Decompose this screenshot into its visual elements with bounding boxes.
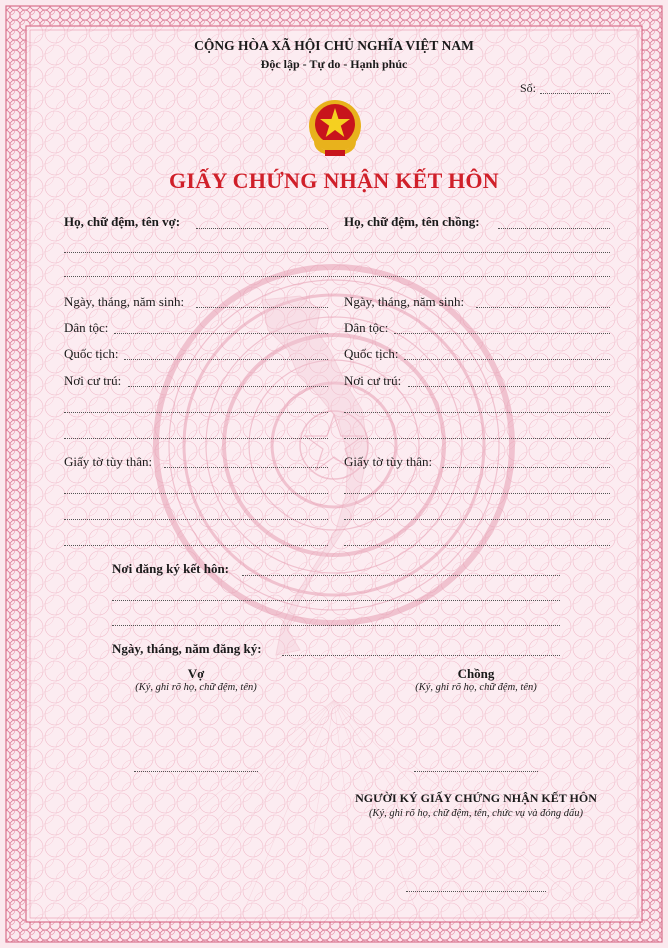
husband-name-label: Họ, chữ đệm, tên chồng:	[344, 214, 480, 229]
husband-dob-label: Ngày, tháng, năm sinh:	[344, 294, 465, 309]
wife-residence-label: Nơi cư trú:	[64, 373, 122, 388]
country-name: CỘNG HÒA XÃ HỘI CHỦ NGHĨA VIỆT NAM	[194, 38, 474, 53]
wife-signature-note: (Ký, ghi rõ họ, chữ đệm, tên)	[135, 682, 257, 693]
husband-id-label: Giấy tờ tùy thân:	[344, 454, 433, 469]
official-signature-field[interactable]	[406, 891, 546, 892]
wife-id-line-3[interactable]	[64, 519, 328, 520]
husband-nationality-label: Quốc tịch:	[344, 346, 399, 361]
official-signer-note: (Ký, ghi rõ họ, chữ đệm, tên, chức vụ và đóng dấu)	[368, 808, 584, 819]
husband-nationality-field[interactable]	[404, 359, 610, 360]
wife-id-line-4[interactable]	[64, 545, 328, 546]
husband-residence-label: Nơi cư trú:	[344, 373, 402, 388]
wife-residence-field[interactable]	[128, 386, 328, 387]
husband-id-field[interactable]	[442, 467, 610, 468]
registration-place-label: Nơi đăng ký kết hôn:	[112, 561, 230, 576]
wife-name-label: Họ, chữ đệm, tên vợ:	[64, 214, 181, 229]
husband-ethnicity-field[interactable]	[394, 333, 610, 334]
husband-name-field[interactable]	[498, 228, 610, 229]
wife-id-line-2[interactable]	[64, 493, 328, 494]
husband-signature-note: (Ký, ghi rõ họ, chữ đệm, tên)	[415, 682, 537, 693]
husband-signature-label: Chồng	[457, 666, 495, 681]
wife-nationality-field[interactable]	[124, 359, 328, 360]
wife-id-field[interactable]	[164, 467, 328, 468]
husband-residence-line-3[interactable]	[344, 438, 610, 439]
wife-ethnicity-field[interactable]	[114, 333, 328, 334]
husband-id-line-4[interactable]	[344, 545, 610, 546]
husband-id-line-3[interactable]	[344, 519, 610, 520]
wife-id-label: Giấy tờ tùy thân:	[64, 454, 153, 469]
husband-signature-field[interactable]	[414, 771, 538, 772]
husband-ethnicity-label: Dân tộc:	[344, 320, 389, 335]
registration-date-field[interactable]	[282, 655, 560, 656]
wife-ethnicity-label: Dân tộc:	[64, 320, 109, 335]
wife-signature-field[interactable]	[134, 771, 258, 772]
registration-place-field[interactable]	[242, 575, 560, 576]
wife-residence-line-2[interactable]	[64, 412, 328, 413]
certificate-title: GIẤY CHỨNG NHẬN KẾT HÔN	[169, 168, 499, 193]
name-line-2[interactable]	[64, 252, 610, 253]
national-emblem-icon	[303, 96, 367, 160]
husband-dob-field[interactable]	[476, 307, 610, 308]
official-signer-label: NGƯỜI KÝ GIẤY CHỨNG NHẬN KẾT HÔN	[355, 791, 597, 805]
number-label: Số:	[520, 81, 537, 95]
wife-signature-label: Vợ	[187, 666, 205, 681]
name-line-3[interactable]	[64, 276, 610, 277]
national-motto: Độc lập - Tự do - Hạnh phúc	[260, 57, 408, 71]
wife-dob-field[interactable]	[196, 307, 328, 308]
husband-id-line-2[interactable]	[344, 493, 610, 494]
number-field[interactable]	[540, 93, 610, 94]
husband-residence-line-2[interactable]	[344, 412, 610, 413]
husband-residence-field[interactable]	[408, 386, 610, 387]
registration-place-line-3[interactable]	[112, 625, 560, 626]
wife-dob-label: Ngày, tháng, năm sinh:	[64, 294, 185, 309]
registration-date-label: Ngày, tháng, năm đăng ký:	[112, 641, 262, 656]
wife-residence-line-3[interactable]	[64, 438, 328, 439]
wife-name-field[interactable]	[196, 228, 328, 229]
registration-place-line-2[interactable]	[112, 600, 560, 601]
wife-nationality-label: Quốc tịch:	[64, 346, 119, 361]
